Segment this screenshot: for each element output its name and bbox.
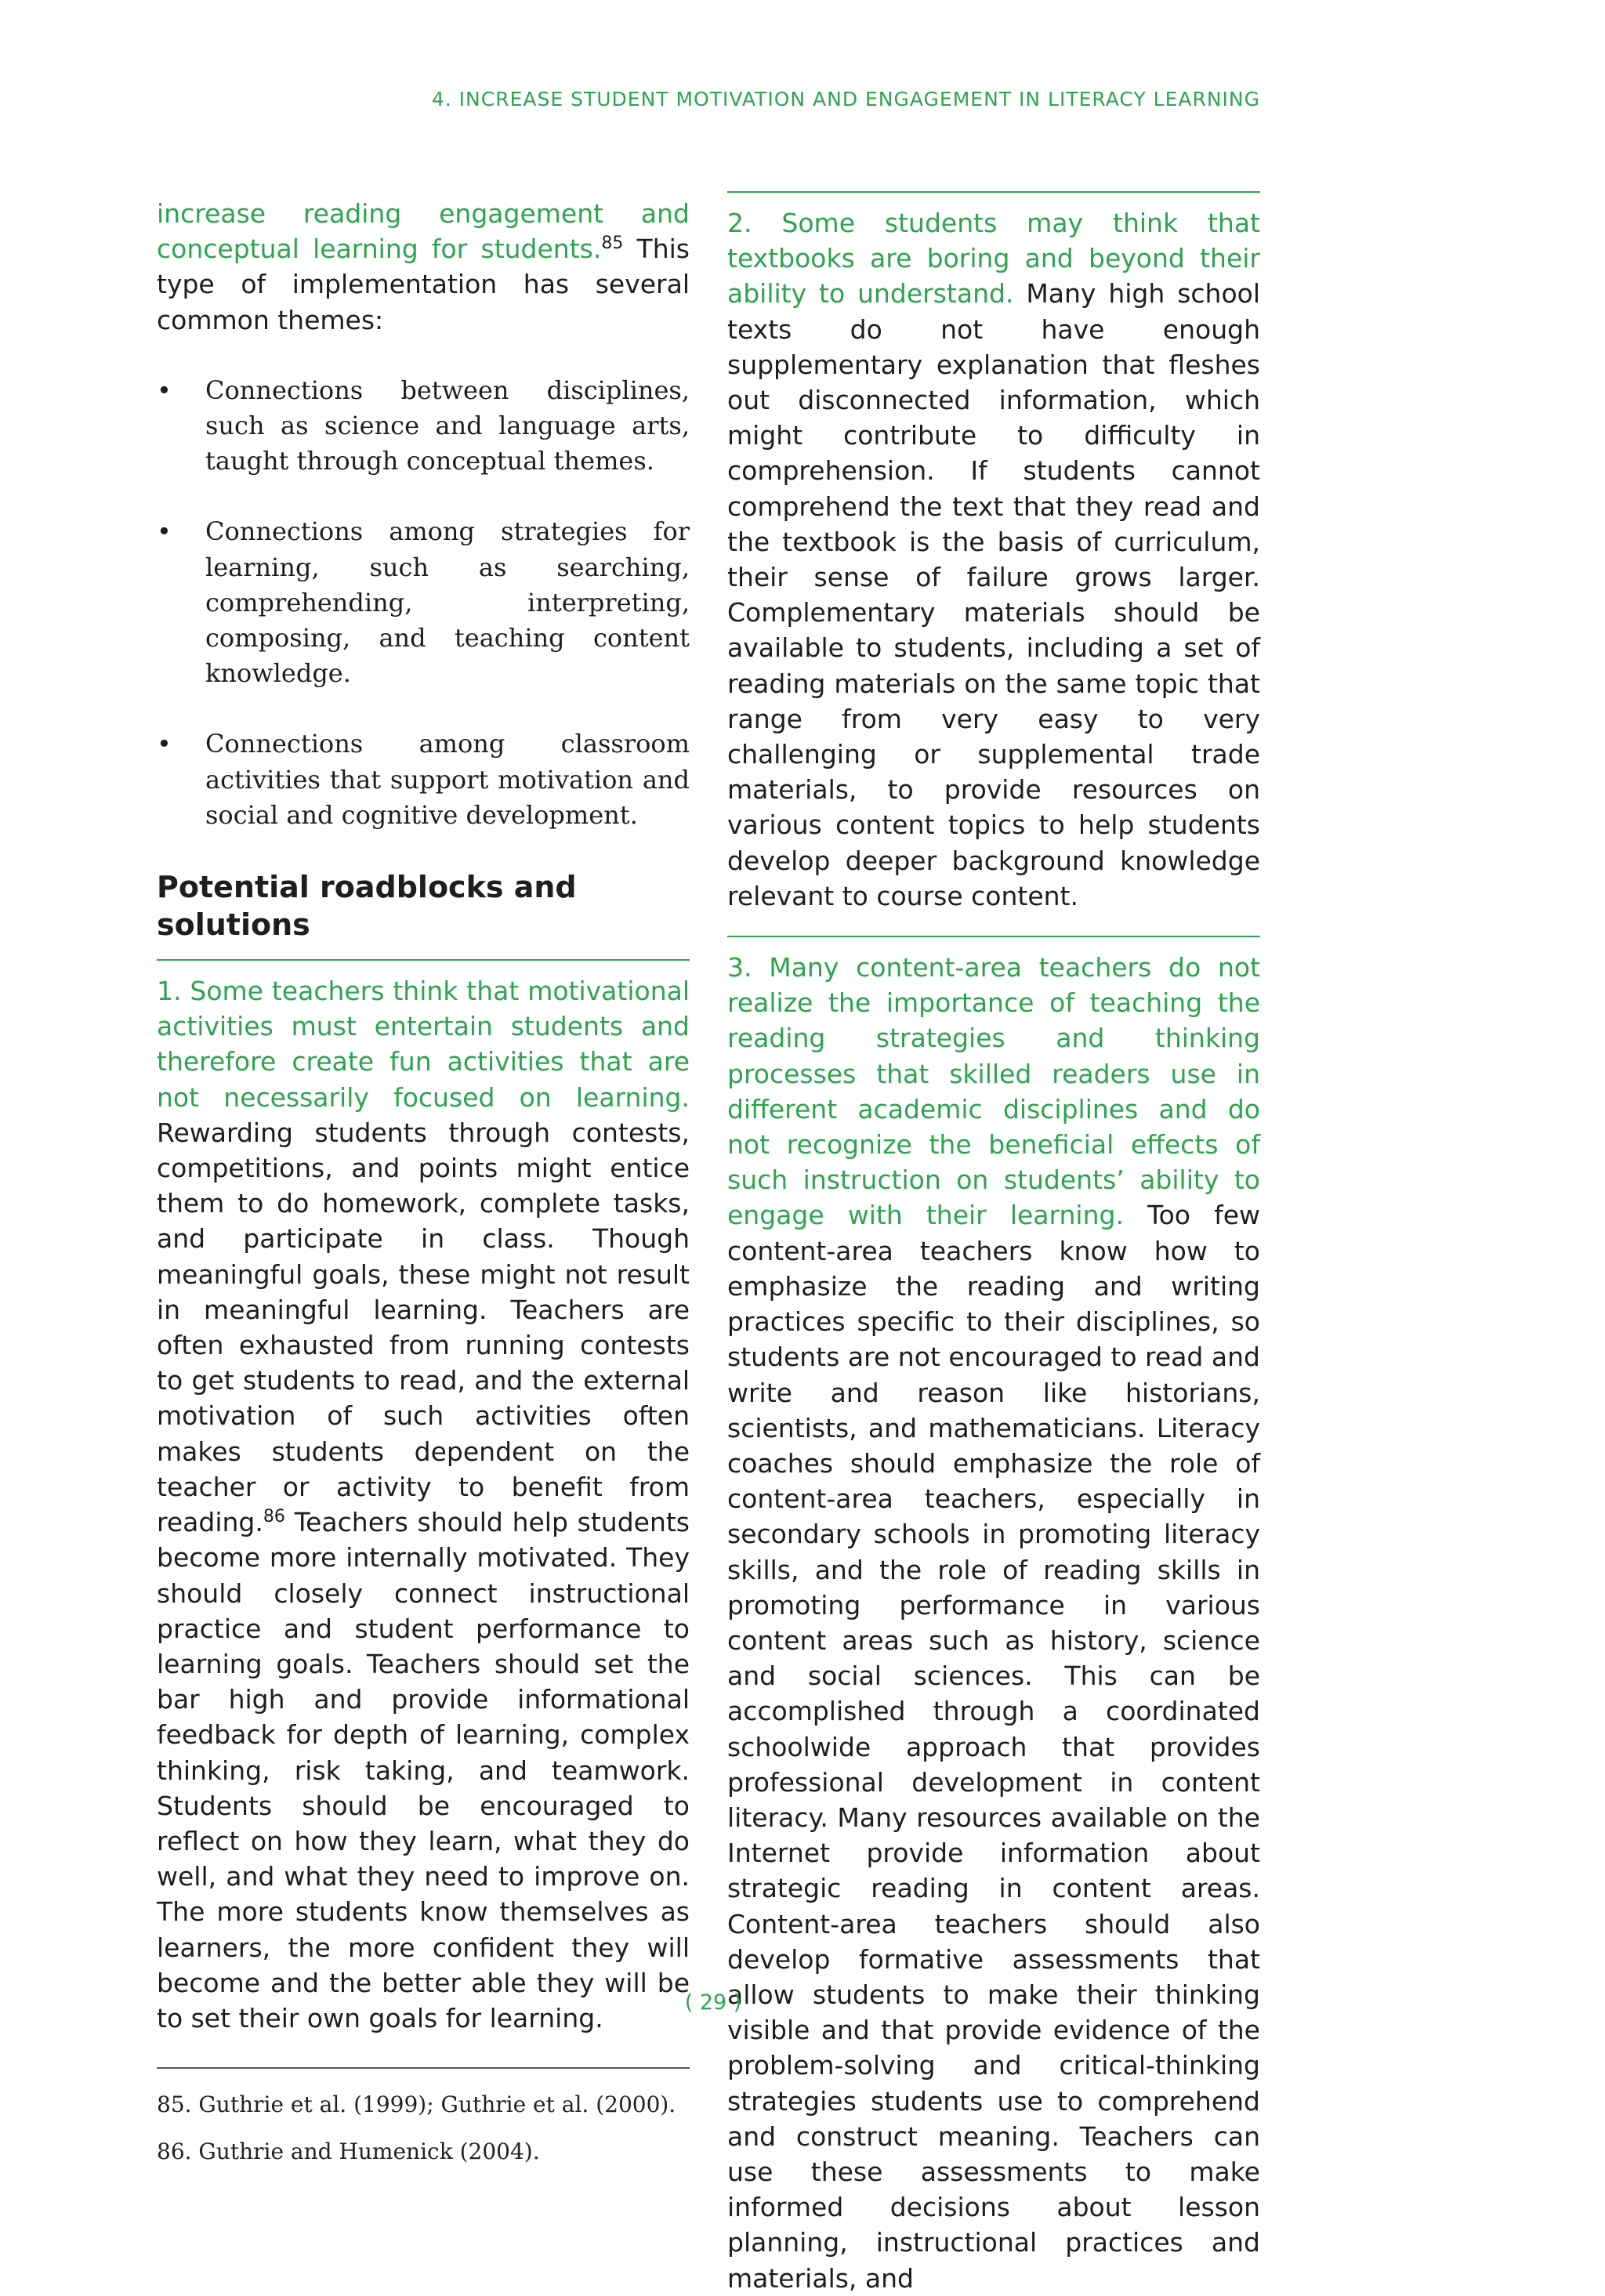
footnote-divider xyxy=(157,2067,690,2069)
roadblock-1-text-a: Rewarding students through contests, competitions, and points might entice them to do homework, complete tasks, and participate in class. Though meaningful goals, these might not result in meaningful learning. Teachers are often exhausted from running contests to get students to read, and the external motivation of such activities often makes students dependent on the teacher or activity to benefit from reading. xyxy=(157,1117,690,1538)
footnote-86: 86. Guthrie and Humenick (2004). xyxy=(157,2138,540,2165)
divider xyxy=(157,959,690,961)
intro-text: This type of implementation has several common themes: xyxy=(157,234,690,335)
bullet-icon: • xyxy=(157,516,172,547)
footnote-ref-85: 85 xyxy=(601,234,624,254)
left-column xyxy=(157,196,690,2175)
divider xyxy=(727,936,1260,937)
right-column xyxy=(727,196,1260,2296)
list-item xyxy=(157,373,690,480)
roadblock-3-title: 3. Many content-area teachers do not realize the importance of teaching the reading strategies and thinking processes that skilled readers use in different academic disciplines and do not recognize the beneficial effects of such instruction on students’ ability to engage with their learning. xyxy=(727,952,1260,1231)
intro-green-text: increase reading engagement and conceptual learning for students. xyxy=(157,198,690,265)
running-head: 4. INCREASE STUDENT MOTIVATION AND ENGAGEMENT IN LITERACY LEARNING xyxy=(431,88,1260,110)
list-item-text: Connections among strategies for learning, such as searching, comprehending, interpreting, composing, and teaching content knowledge. xyxy=(205,516,690,689)
roadblock-3 xyxy=(727,950,1260,2296)
footnote-85: 85. Guthrie et al. (1999); Guthrie et al. (2000). xyxy=(157,2091,676,2118)
footnote-ref-86: 86 xyxy=(263,1507,285,1527)
roadblock-1 xyxy=(157,973,690,2036)
roadblock-2-title: 2. Some students may think that textbooks are boring and beyond their ability to understand. xyxy=(727,208,1260,310)
roadblock-2-text: Many high school texts do not have enough supplementary explanation that fleshes out disconnected information, which might contribute to difficulty in comprehension. If students cannot comprehend the text that they read and the textbook is the basis of curriculum, their sense of failure grows larger. Complementary materials should be available to students, including a set of reading materials on the same topic that range from very easy to very challenging or supplemental trade materials, to provide resources on various content topics to help students develop deeper background knowledge relevant to course content. xyxy=(727,278,1260,911)
bullet-icon: • xyxy=(157,375,172,405)
list-item xyxy=(157,514,690,691)
themes-list xyxy=(157,373,690,833)
roadblock-1-title: 1. Some teachers think that motivational activities must entertain students and therefore create fun activities that are not necessarily focused on learning. xyxy=(157,976,690,1113)
divider xyxy=(727,191,1260,193)
bullet-icon: • xyxy=(157,729,172,759)
section-heading: Potential roadblocks and solutions xyxy=(157,870,577,943)
roadblock-3-text: Too few content-area teachers know how to emphasize the reading and writing practices specific to their disciplines, so students are not encouraged to read and write and reason like historians, scientists, and mathematicians. Literacy coaches should emphasize the role of content-area teachers, especially in secondary schools in promoting literacy skills, and the role of reading skills in promoting performance in various content areas such as history, science and social sciences. This can be accomplished through a coordinated schoolwide approach that provides professional development in content literacy. Many resources available on the Internet provide information about strategic reading in content areas. Content-area teachers should also develop formative assessments that allow students to make their thinking visible and that provide evidence of the problem-solving and critical-thinking strategies students use to comprehend and construct meaning. Teachers can use these assessments to make informed decisions about lesson planning, instructional practices and materials, and xyxy=(727,1200,1260,2294)
page-number: ( 29 ) xyxy=(684,1990,742,2015)
roadblock-2 xyxy=(727,205,1260,914)
list-item-text: Connections between disciplines, such as science and language arts, taught through conceptual themes. xyxy=(205,375,690,476)
list-item xyxy=(157,726,690,833)
intro-paragraph xyxy=(157,196,690,338)
roadblock-1-text-b: Teachers should help students become more internally motivated. They should closely connect instructional practice and student performance to learning goals. Teachers should set the bar high and provide informational feedback for depth of learning, complex thinking, risk taking, and teamwork. Students should be encouraged to reflect on how they learn, what they do well, and what they need to improve on. The more students know themselves as learners, the more confident they will become and the better able they will be to set their own goals for learning. xyxy=(157,1507,690,2033)
list-item-text: Connections among classroom activities that support motivation and social and cognitive development. xyxy=(205,729,690,830)
